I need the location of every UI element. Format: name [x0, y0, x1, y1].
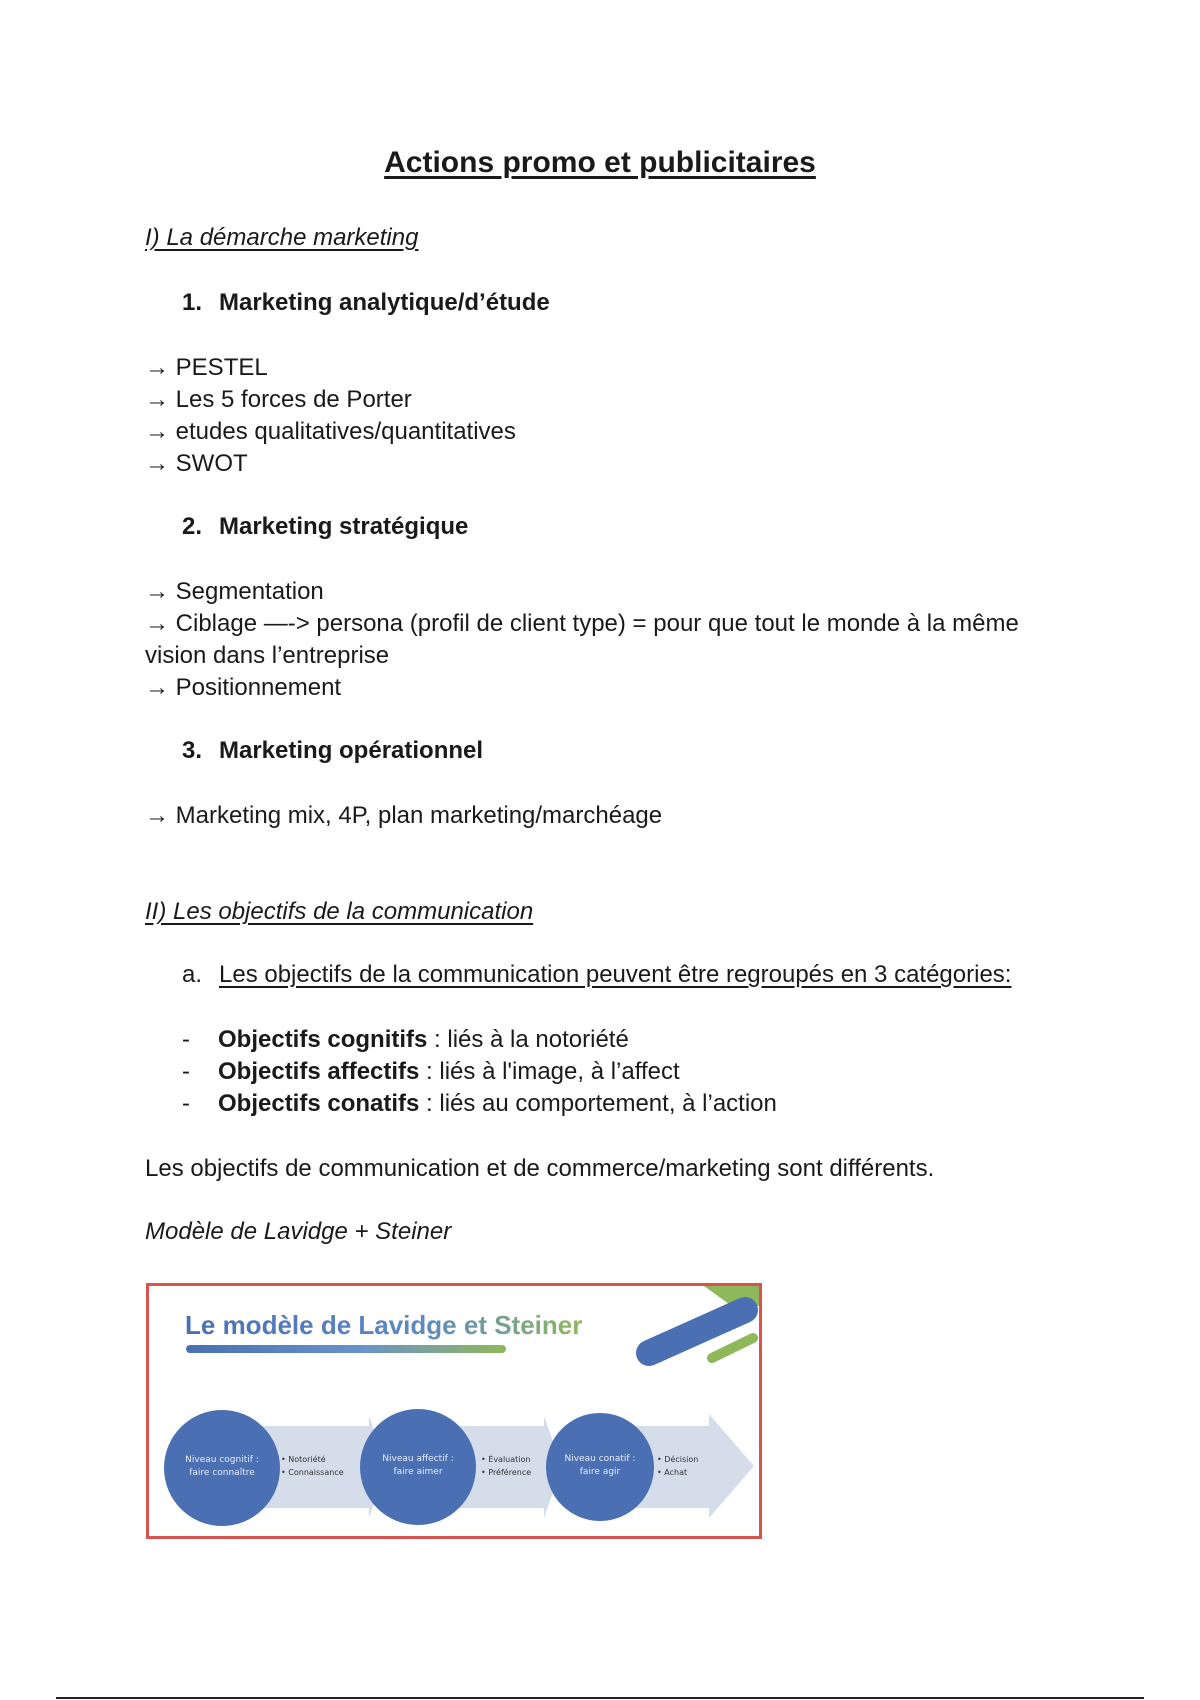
bullet-item: [182, 1090, 982, 1120]
stage-label-cognitif: [172, 1454, 272, 1480]
subheading-label: Marketing stratégique: [219, 513, 469, 540]
stage-label-line: faire connaître: [189, 1468, 255, 1478]
stage-items-affectif: [481, 1453, 531, 1479]
list-item: → Les 5 forces de Porter: [145, 386, 412, 413]
stage-item: • Notoriété: [281, 1455, 326, 1464]
subheading-number: 3.: [182, 737, 203, 764]
bullet-term: Objectifs cognitifs: [218, 1026, 428, 1053]
list-item: → Segmentation: [145, 578, 324, 605]
subheading-label: Les objectifs de la communication peuvent être regroupés en 3 catégories:: [219, 961, 1012, 988]
bullet-desc: : liés à l'image, à l’affect: [419, 1058, 680, 1085]
stage-items-cognitif: [281, 1453, 344, 1479]
stage-item: • Décision: [657, 1455, 699, 1464]
figure-caption: Modèle de Lavidge + Steiner: [145, 1218, 452, 1245]
stage-item: • Évaluation: [481, 1455, 531, 1464]
bullet-term: Objectifs affectifs: [218, 1058, 420, 1085]
bullet-term: Objectifs conatifs: [218, 1090, 420, 1117]
subheading-strategique: [182, 513, 782, 543]
list-item: → SWOT: [145, 450, 248, 477]
bullet-dash: -: [182, 1058, 190, 1085]
list-item: → PESTEL: [145, 354, 268, 381]
stage-label-affectif: [368, 1453, 468, 1479]
stage-label-line: Niveau cognitif :: [185, 1455, 259, 1465]
stage-items-conatif: [657, 1453, 698, 1479]
stage-item: • Achat: [657, 1468, 688, 1477]
paragraph: Les objectifs de communication et de commerce/marketing sont différents.: [145, 1155, 935, 1182]
lavidge-steiner-figure: [146, 1283, 762, 1539]
list-item: → Marketing mix, 4P, plan marketing/marchéage: [145, 802, 663, 829]
stage-item: • Préférence: [481, 1468, 532, 1477]
subheading-number: 2.: [182, 513, 203, 540]
stage-label-line: faire agir: [579, 1467, 621, 1477]
bullet-item: [182, 1058, 982, 1088]
page-bottom-rule: [56, 1697, 1144, 1699]
bullet-item: [182, 1026, 982, 1056]
figure-title-underline: [186, 1345, 506, 1353]
list-item: → Positionnement: [145, 674, 342, 701]
section-heading-1: I) La démarche marketing: [145, 224, 419, 251]
subheading-letter: a.: [182, 961, 203, 988]
list-item: → etudes qualitatives/quantitatives: [145, 418, 516, 445]
subheading-label: Marketing opérationnel: [219, 737, 484, 764]
subheading-operationnel: [182, 737, 782, 767]
bullet-desc: : liés à la notoriété: [427, 1026, 629, 1053]
list-item: → Ciblage —-> persona (profil de client type) = pour que tout le monde à la même: [145, 610, 1019, 637]
subheading-label: Marketing analytique/d’étude: [219, 289, 550, 316]
subheading-categories: [182, 961, 1082, 991]
stage-label-conatif: [550, 1453, 650, 1479]
bullet-desc: : liés au comportement, à l’action: [419, 1090, 777, 1117]
decor-green-stroke: [712, 1338, 753, 1358]
list-item-continuation: vision dans l’entreprise: [145, 642, 390, 669]
bullet-dash: -: [182, 1090, 190, 1117]
subheading-number: 1.: [182, 289, 203, 316]
stage-label-line: Niveau conatif :: [564, 1454, 636, 1464]
page-title: Actions promo et publicitaires: [384, 146, 816, 179]
stage-label-line: Niveau affectif :: [382, 1454, 454, 1464]
section-heading-2: II) Les objectifs de la communication: [145, 898, 534, 925]
figure-title: Le modèle de Lavidge et Steiner: [185, 1310, 583, 1340]
stage-label-line: faire aimer: [393, 1467, 443, 1477]
subheading-analytique: [182, 289, 782, 319]
stage-item: • Connaissance: [281, 1468, 344, 1477]
bullet-dash: -: [182, 1026, 190, 1053]
